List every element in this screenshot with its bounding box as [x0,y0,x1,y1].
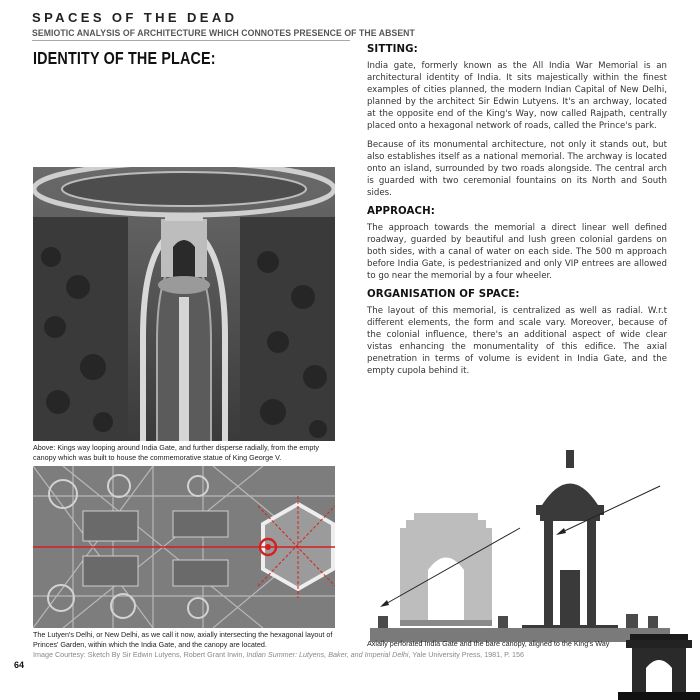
map-caption: The Lutyen's Delhi, or New Delhi, as we call it now, axially intersecting the hexagonal layout of Princes' Garden, within which the India Gate, and the canopy are located. [33,630,333,649]
paragraph: The approach towards the memorial a direct linear well defined roadway, guarded by beautiful and lush green colonial gardens on both sides, with a canal of water on each side. The 500 m approach before India Gate, is pedestrianized and only VIP entrees are allowed to go near the memorial by a four wheeler. [367,223,667,281]
aerial-caption: Above: Kings way looping around India Gate, and further disperse radially, from the empty canopy which was built to house the commemorative statue of King George V. [33,443,319,462]
plan-sketch-illustration [33,466,335,628]
paragraph: Because of its monumental architecture, not only it stands out, but also establishes itself as a national memorial. The archway is located onto an island, surrounded by two roads alongside. The central arch is guarded with two ceremonial fountains on its North and South sides. [367,140,667,198]
text-column [367,44,667,384]
credit-prefix: Image Courtesy: Sketch By Sir Edwin Lutyens, Robert Grant Irwin, [33,650,247,659]
plan-sketch [33,466,335,628]
gate-canopy-caption: Axially perforated India Gate and the bare canopy, aligned to the King's Way [367,639,610,648]
gate-canopy-photo [370,420,670,642]
credit-book-title: Indian Summer: Lutyens, Baker, and Imperial Delhi [246,650,409,659]
section-sitting [367,44,667,199]
section-organisation [367,289,667,377]
india-gate-corner-graphic [618,630,700,700]
credit-suffix: , Yale University Press, 1981, P. 156 [408,650,524,659]
paragraph: The layout of this memorial, is centralized as well as radial. W.r.t different elements, the form and scale vary. Moreover, because of the colonial influence, there's an additional aspect of wide clear vistas enhancing the monumentality of this edifice. The axial penetration in terms of volume is evident in India Gate, and the empty cupola behind it. [367,306,667,376]
aerial-photo-illustration [33,167,335,441]
section-approach [367,206,667,282]
heading-approach: APPROACH: [367,206,435,217]
running-header-title: SPACES OF THE DEAD [32,10,238,25]
india-gate-icon [618,630,700,700]
heading-sitting: SITTING: [367,44,418,55]
section-title: IDENTITY OF THE PLACE: [33,48,216,68]
image-credit [33,650,524,659]
header-divider [32,40,350,41]
page-number: 64 [14,660,25,670]
aerial-photo [33,167,335,441]
heading-organisation: ORGANISATION OF SPACE: [367,289,520,300]
paragraph: India gate, formerly known as the All India War Memorial is an architectural identity of India. It sits majestically within the finest examples of cities planned, the modern Indian Capital of New Delhi, planned by the architect Sir Edwin Lutyens. It's an archway, located at the opposite end of the King's Way, now called Rajpath, centrally placed onto a hexagonal network of roads, called the Prince's park. [367,61,667,131]
gate-canopy-illustration [370,420,670,642]
running-header-subtitle: SEMIOTIC ANALYSIS OF ARCHITECTURE WHICH CONNOTES PRESENCE OF THE ABSENT [32,28,415,38]
